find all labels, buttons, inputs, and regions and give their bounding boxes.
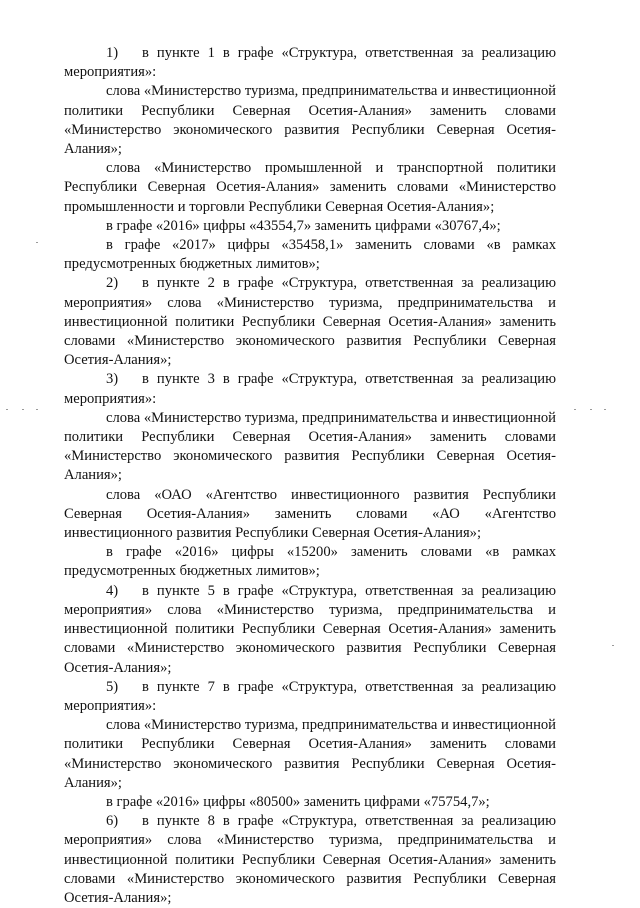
scan-speck — [22, 409, 24, 410]
scan-speck — [36, 242, 38, 243]
scan-speck — [6, 409, 8, 410]
paragraph-text: слова «Министерство туризма, предпринимательства и инвестиционной политики Республики Северная Осетия-Алания» заменить словами «Министерство экономического развития Республики Северная Осетия-Алания»; — [64, 717, 556, 791]
paragraph — [64, 217, 556, 236]
paragraph — [64, 159, 556, 217]
paragraph-item-4 — [64, 582, 556, 678]
item-number: 2) — [106, 275, 119, 292]
scan-speck — [36, 409, 38, 410]
item-number: 1) — [106, 45, 119, 61]
paragraph-text: слова «Министерство туризма, предпринимательства и инвестиционной политики Республики Северная Осетия-Алания» заменить словами «Министерство экономического развития Республики Северная Осетия-Алания»; — [64, 409, 556, 484]
paragraph — [64, 82, 556, 159]
scan-speck — [574, 409, 576, 410]
paragraph — [64, 543, 556, 581]
paragraph-text: в графе «2016» цифры «80500» заменить цифрами «75754,7»; — [106, 793, 490, 810]
paragraph-item-2 — [64, 274, 556, 370]
paragraph-item-1 — [64, 44, 556, 82]
paragraph-text: в графе «2017» цифры «35458,1» заменить словами «в рамках предусмотренных бюджетных лимитов»; — [64, 237, 556, 273]
paragraph-text: в пункте 5 в графе «Структура, ответственная за реализацию мероприятия» слова «Министерство туризма, предпринимательства и инвестиционной политики Республики Северная Осетия-Алания» заменить словами «Министерство экономического развития Республики Северная Осетия-Алания»; — [64, 582, 556, 676]
paragraph — [64, 409, 556, 486]
scan-speck — [604, 409, 606, 410]
paragraph-text: в пункте 2 в графе «Структура, ответственная за реализацию мероприятия» слова «Министерство туризма, предпринимательства и инвестиционной политики Республики Северная Осетия-Алания» заменить словами «Министерство экономического развития Республики Северная Осетия-Алания»; — [64, 275, 556, 369]
paragraph-item-5 — [64, 678, 556, 716]
paragraph — [64, 716, 556, 793]
paragraph-text: в пункте 3 в графе «Структура, ответственная за реализацию мероприятия»: — [64, 371, 556, 407]
paragraph-text: в пункте 8 в графе «Структура, ответственная за реализацию мероприятия» слова «Министерство туризма, предпринимательства и инвестиционной политики Республики Северная Осетия-Алания» заменить словами «Министерство экономического развития Республики Северная Осетия-Алания»; — [64, 813, 556, 906]
paragraph-item-3 — [64, 370, 556, 408]
item-number: 5) — [106, 678, 119, 695]
item-number: 6) — [106, 813, 119, 830]
item-number: 3) — [106, 371, 119, 388]
paragraph-text: слова «Министерство промышленной и транспортной политики Республики Северная Осетия-Алания» заменить словами «Министерство промышленности и торговли Республики Северная Осетия-Алания»; — [64, 160, 556, 215]
item-number: 4) — [106, 582, 119, 599]
scan-speck — [590, 409, 592, 410]
paragraph-text: в графе «2016» цифры «15200» заменить словами «в рамках предусмотренных бюджетных лимитов»; — [64, 544, 556, 580]
paragraph-text: в пункте 7 в графе «Структура, ответственная за реализацию мероприятия»: — [64, 678, 556, 714]
paragraph-text: в графе «2016» цифры «43554,7» заменить цифрами «30767,4»; — [106, 217, 501, 234]
scan-speck — [612, 645, 614, 646]
paragraph-text: в пункте 1 в графе «Структура, ответственная за реализацию мероприятия»: — [64, 45, 556, 81]
paragraph — [64, 236, 556, 274]
paragraph — [64, 793, 556, 812]
paragraph-item-6 — [64, 812, 556, 908]
paragraph-text: слова «Министерство туризма, предпринимательства и инвестиционной политики Республики Северная Осетия-Алания» заменить словами «Министерство экономического развития Республики Северная Осетия-Алания»; — [64, 83, 556, 158]
document-body — [64, 44, 556, 908]
paragraph-text: слова «ОАО «Агентство инвестиционного развития Республики Северная Осетия-Алания» заменить словами «АО «Агентство инвестиционного развития Республики Северная Осетия-Алания»; — [64, 486, 556, 542]
paragraph — [64, 486, 556, 544]
